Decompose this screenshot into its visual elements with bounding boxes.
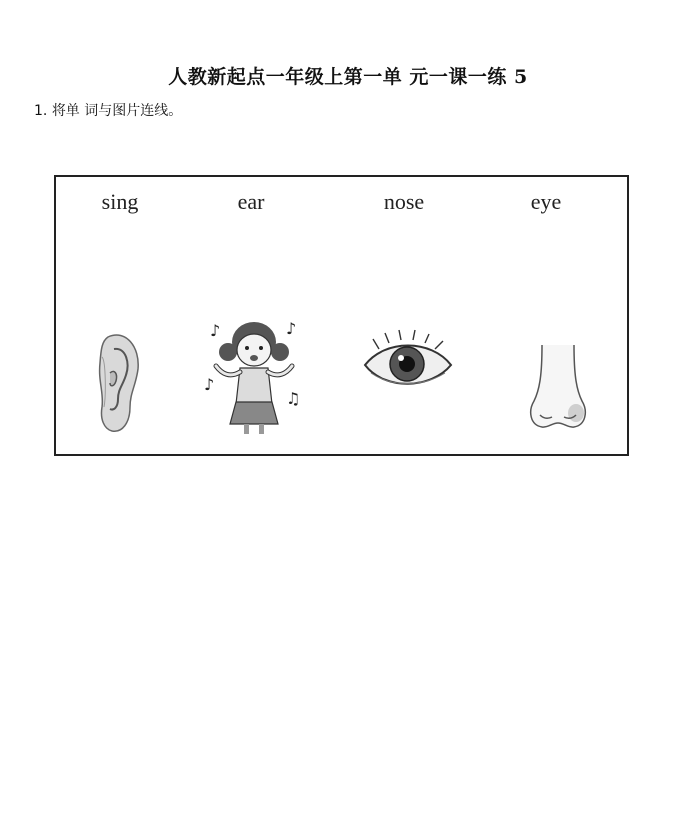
svg-text:♪: ♪	[204, 375, 215, 394]
ear-icon[interactable]	[96, 327, 144, 437]
svg-text:♪: ♪	[210, 321, 221, 340]
word-eye[interactable]: eye	[530, 189, 562, 214]
word-ear[interactable]: ear	[237, 189, 265, 214]
word-nose[interactable]: nose	[383, 189, 425, 214]
nose-icon[interactable]	[526, 343, 590, 431]
word-sing[interactable]: sing	[101, 189, 139, 214]
question-1	[34, 100, 182, 120]
question-text: 将单 词与图片连线。	[51, 103, 183, 119]
matching-panel	[54, 175, 629, 456]
svg-text:♫: ♫	[286, 389, 301, 408]
eye-icon[interactable]	[361, 329, 455, 399]
svg-text:♪: ♪	[286, 319, 297, 338]
question-number: 1.	[34, 103, 48, 119]
page-title: 人教新起点一年级上第一单 元一课一练 5	[168, 66, 528, 88]
singing-girl-icon[interactable]	[204, 312, 304, 437]
